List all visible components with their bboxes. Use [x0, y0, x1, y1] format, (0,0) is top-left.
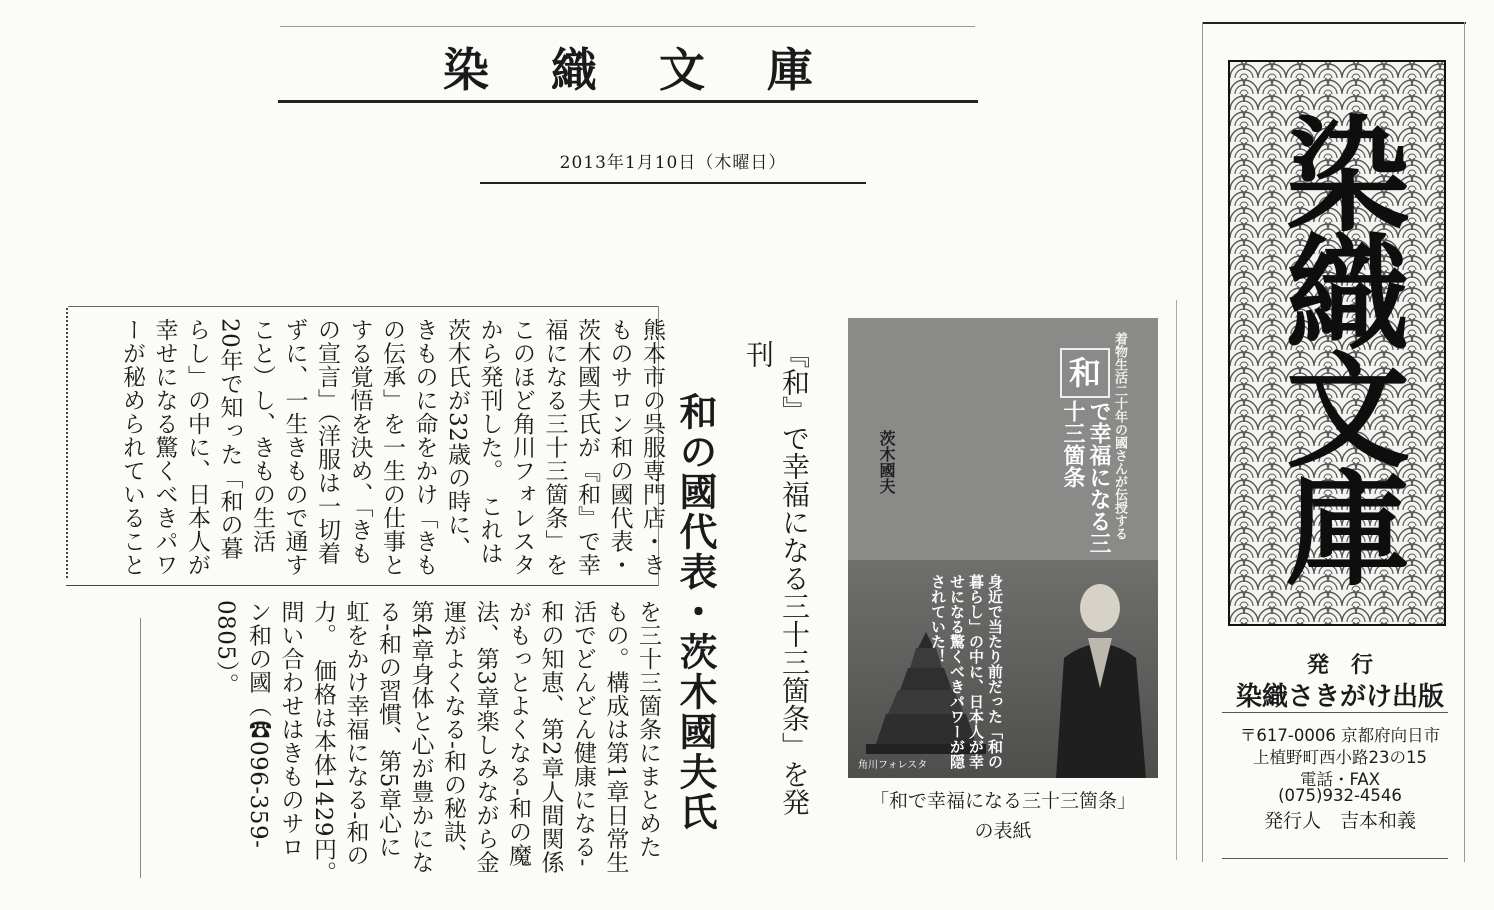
author-photo [1042, 568, 1152, 778]
article-bottom-left-rule [140, 618, 141, 878]
address-line1: 〒617-0006 京都府向日市 [1239, 726, 1441, 745]
date-rule [480, 182, 866, 184]
cover-copy: 身近で当たり前だった「和の暮らし」の中に、日本人が幸せになる驚くべきパワーが隠されていた！ [929, 574, 1004, 769]
issue-date: 2013年1月10日（木曜日） [559, 153, 787, 173]
article-left-dotted-rule [66, 308, 68, 578]
issuer-label: 発 行 [1306, 653, 1373, 678]
article-top-rule [68, 306, 658, 307]
phone-number: (075)932-4546 [1278, 786, 1402, 805]
cover-title: で幸福になる三十三箇条 [1060, 400, 1112, 554]
cover-tagline: 着物生活二十年の國さんが伝授する [1112, 332, 1127, 540]
article-body-lower: を三十三箇条にまとめたもの。構成は第1章日常生活でどんどん健康になる‐和の知恵、第2章人間関係がもっとよくなる‐和の魔法、第3章楽しみながら金運がよくなる‐和の秘訣、第4章身体と心が豊かになる‐和の習慣、第5章心に虹をかけ幸福になる‐和の力。 価格は本体1429円。 問い合わせはきものサロン和の國（☎096‐359‐0805）。 [212, 600, 661, 897]
article-headline: 和の國代表・茨木國夫氏 [673, 392, 718, 832]
sidebar-divider [1222, 712, 1448, 713]
address-line2: 上植野町西小路23の15 [1253, 748, 1427, 767]
article-body-upper: 熊本市の呉服専門店・きものサロン和の國代表・茨木國夫氏が『和』で幸福になる三十三箇条」をこのほど角川フォレスタから発刊した。 これは茨木氏が32歳の時に、きものに命をかけ「きもの伝承」を一生の仕事とする覚悟を決め、「きもの宣言」（洋服は一切着ずに、一生きもので通すこと）し、きもの生活20年で知った「和の暮らし」の中に、日本人が幸せになる驚くべきパワーが秘められていること [119, 318, 665, 577]
article-mid-rule [66, 585, 658, 586]
phone-label: 電話・FAX [1299, 770, 1381, 789]
sidebar-logo-box [1228, 60, 1446, 626]
cover-caption-line2: の表紙 [974, 820, 1032, 842]
sidebar-bottom-rule [1222, 858, 1448, 859]
masthead-top-rule [280, 26, 975, 27]
cover-caption [848, 786, 1158, 846]
book-cover-image [848, 318, 1158, 778]
cover-caption-line1: 「和で幸福になる三十三箇条」 [869, 790, 1136, 812]
cover-author: 茨木國夫 [877, 430, 896, 494]
cover-wa-mark: 和 [1060, 348, 1110, 398]
sidebar-top-rule [1202, 22, 1466, 24]
masthead-bottom-rule [278, 100, 978, 103]
publisher-name: 染織さきがけ出版 [1235, 682, 1444, 712]
article-subhead: 『和』で幸福になる三十三箇条」を発刊 [742, 340, 811, 816]
sidebar-logo: 染織文庫 [1265, 110, 1410, 582]
sidebar-left-rule [1202, 22, 1203, 862]
cover-publisher: 角川フォレスタ [858, 760, 928, 771]
article-right-border [1176, 300, 1177, 860]
publisher-person: 発行人 吉本和義 [1263, 810, 1416, 832]
masthead-title: 染織文庫 [443, 43, 875, 97]
